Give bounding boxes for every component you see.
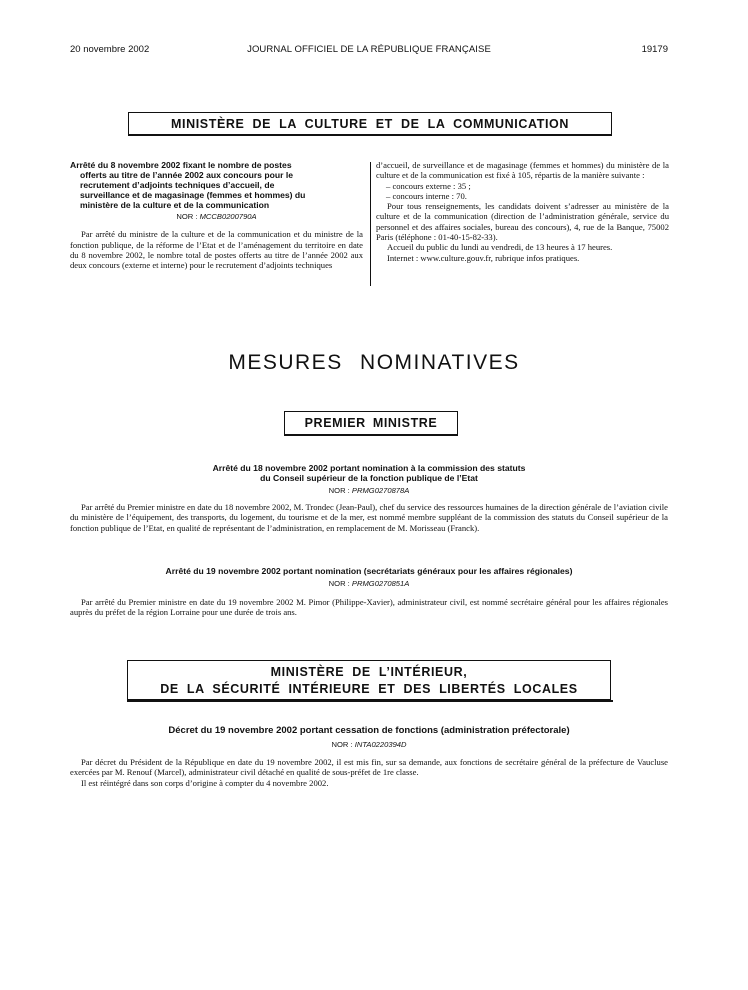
culture-contact-info: Pour tous renseignements, les candidats doivent s’adresser au ministère de la culture et de la communication (direction de l’administration générale, service du personnel et des affaires sociales, bureau des concours), 4, rue de la Banque, 75002 Paris (téléphone : 01-40-15-82-33). [376,201,669,243]
arrete2-paragraph: Par arrêté du Premier ministre en date du 19 novembre 2002 M. Pimor (Philippe-Xavier), administrateur civil, est nommé secrétaire général pour les affaires régionales auprès du préfet de la région Lorraine pour une durée de trois ans. [70,597,668,618]
title-line: offerts au titre de l’année 2002 aux concours pour le [80,170,293,180]
culture-arrete-body-left: Par arrêté du ministre de la culture et de la communication et du ministre de la fonction publique, de la réforme de l’Etat et de l’aménagement du territoire en date du 8 novembre 2002, le nombre total de postes offerts au titre de l’année 2002 aux deux concours (externe et interne) pour le recrutement d’adjoints techniques [70,229,363,271]
list-item: – concours externe : 35 ; [386,180,471,191]
list-item: – concours interne : 70. [386,190,467,201]
title-line: recrutement d’adjoints techniques d’accueil, de [80,180,275,190]
header-journal-title: JOURNAL OFFICIEL DE LA RÉPUBLIQUE FRANÇAISE [247,44,491,55]
column-divider [370,162,371,286]
decret-paragraph: Par décret du Président de la République en date du 19 novembre 2002, il est mis fin, sur sa demande, aux fonctions de secrétaire général de la préfecture de Vaucluse exercées par M. Renouf (Marcel), administrateur civil détaché en qualité de sous-préfet de 1re classe. [70,757,668,778]
ministry-culture-heading: MINISTÈRE DE LA CULTURE ET DE LA COMMUNICATION [128,112,612,136]
ministry-line: DE LA SÉCURITÉ INTÉRIEURE ET DES LIBERTÉS LOCALES [160,682,578,696]
culture-opening-hours: Accueil du public du lundi au vendredi, de 13 heures à 17 heures. [387,242,613,253]
ministry-line: MINISTÈRE DE L’INTÉRIEUR, [270,665,468,679]
arrete1-body [70,502,668,533]
ministry-interior-heading [127,660,611,700]
arrete1-title [70,463,668,483]
heading-shadow [127,700,613,702]
header-page-number: 19179 [641,44,668,55]
decret-nor [70,740,668,749]
culture-arrete-left-column [70,160,363,270]
nor-code: MCCB0200790A [199,212,257,221]
culture-arrete-right-column [376,160,669,263]
nor-label: NOR : [176,212,198,221]
culture-internet: Internet : www.culture.gouv.fr, rubrique infos pratiques. [387,252,580,263]
nor-label: NOR : [328,486,350,495]
arrete1-paragraph: Par arrêté du Premier ministre en date du 18 novembre 2002, M. Trondec (Jean-Paul), chef du service des ressources humaines de la direction générale de l’aviation civile du ministère de l’équipement, des transports, du logement, du tourisme et de la mer, est nommé membre suppléant de la commission des statuts du Conseil supérieur de la fonction publique de l’Etat, en qualité de représentant de l’administration, en remplacement de M. Morisseau (Franck). [70,502,668,533]
decret-body [70,757,668,788]
premier-ministre-heading: PREMIER MINISTRE [284,411,458,436]
culture-arrete-body-right: d’accueil, de surveillance et de magasinage (femmes et hommes) du ministère de la culture et de la communication est fixé à 105, répartis de la manière suivante : [376,160,669,181]
nor-label: NOR : [331,740,353,749]
header-date: 20 novembre 2002 [70,44,150,55]
mesures-nominatives-title: MESURES NOMINATIVES [228,351,520,374]
arrete2-body [70,597,668,618]
nor-code: PRMG0270851A [351,579,410,588]
title-line: Arrêté du 8 novembre 2002 fixant le nombre de postes [70,160,292,170]
arrete2-nor [70,579,668,588]
arrete1-nor [70,486,668,495]
culture-arrete-title [70,160,363,210]
heading-shadow [128,134,612,136]
title-line: du Conseil supérieur de la fonction publique de l’Etat [260,473,478,483]
title-line: ministère de la culture et de la communication [80,200,270,210]
decret-title: Décret du 19 novembre 2002 portant cessation de fonctions (administration préfectorale) [168,725,570,736]
culture-nor [70,212,363,222]
nor-label: NOR : [328,579,350,588]
nor-code: PRMG0270878A [351,486,410,495]
arrete2-title: Arrêté du 19 novembre 2002 portant nomination (secrétariats généraux pour les affaires régionales) [165,566,573,576]
heading-shadow [284,434,458,436]
decret-paragraph: Il est réintégré dans son corps d’origine à compter du 4 novembre 2002. [81,777,329,788]
title-line: surveillance et de magasinage (femmes et hommes) du [80,190,306,200]
title-line: Arrêté du 18 novembre 2002 portant nomination à la commission des statuts [212,463,526,473]
nor-code: INTA0220394D [354,740,407,749]
